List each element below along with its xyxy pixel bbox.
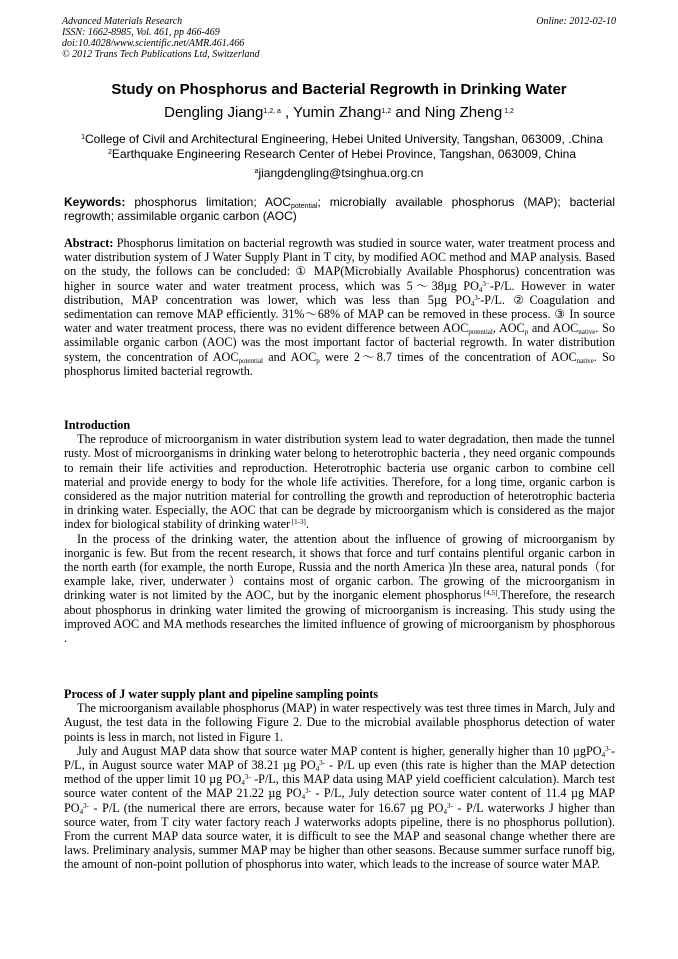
kw-text: phosphorus limitation; AOC: [125, 195, 291, 209]
sup: 3-: [305, 787, 311, 796]
sup: 3-: [83, 801, 89, 810]
para-text: - P/L waterworks J higher than source water, from T city water factory reach J waterworks adopts pipeline, there is no phosphorus pollution). From the current MAP data source water, it is difficult to see the MAP and seasonal change whether there are laws. Preliminary analysis, summer MAP may be higher than other seasons. Because summer surface runoff big, the amount of non-point pollution of phosphorus into water, which leads to the increase of source water MAP.: [64, 800, 615, 872]
abstract-text: . So phosphorus limited bacterial regrowth.: [64, 349, 616, 378]
journal-name: Advanced Materials Research: [62, 16, 183, 27]
email-mark: a: [254, 168, 259, 175]
affiliation-2: [58, 147, 626, 162]
author-separator: ,: [280, 104, 294, 121]
keywords: [64, 195, 615, 223]
keywords-label: Keywords:: [64, 195, 126, 209]
author-separator: and: [391, 104, 425, 121]
para-text: - P/L (the numerical there are errors, because water for 16.67 µg PO: [88, 800, 444, 815]
section-heading: Introduction: [64, 418, 131, 432]
sub: 4: [301, 793, 306, 802]
sup: 3-: [474, 293, 481, 302]
author-affil-mark: 1,2, a: [263, 108, 281, 115]
sub: p: [316, 356, 320, 365]
online-date: Online: 2012-02-10: [536, 16, 616, 27]
sup: 3−: [482, 279, 490, 288]
paragraph: [64, 744, 615, 872]
author-affil-mark: 1,2: [381, 108, 392, 115]
sub: 4: [79, 807, 84, 816]
affil-text: College of Civil and Architectural Engineering, Hebei United University, Tangshan, 063009, .China: [85, 132, 603, 146]
author-list: [40, 104, 638, 122]
paper-title: Study on Phosphorus and Bacterial Regrowth in Drinking Water: [111, 81, 567, 98]
sub: p: [524, 328, 529, 337]
sub: native: [576, 356, 594, 365]
section-heading: Process of J water supply plant and pipeline sampling points: [64, 687, 379, 701]
sup: 3-: [244, 773, 251, 782]
sub: 4: [601, 750, 606, 759]
abstract: [64, 236, 615, 378]
affil-mark: 1: [81, 134, 86, 141]
abstract-text: and AOC: [262, 349, 317, 364]
kw-sub: potential: [290, 203, 318, 210]
citation[interactable]: [1-3]: [290, 518, 306, 527]
para-text: .: [305, 517, 309, 532]
para-text: The reproduce of microorganism in water distribution system lead to water degradation, then made the tunnel rusty. Most of microorganisms in drinking water belong to heterotrophic bacteria , they need organic compounds to remain their life activities and reproduction. Heterotrophic bacteria use organic carbon to combine cell material and provide energy to body for the whole life activities. Therefore, for a long time, organic carbon is considered as the major nutrition material for controlling the growth and reproduction of heterotrophic bacteria in drinking water. Especially, the AOC that can be degrade by microorganism which is considered as the major index for biological stability of drinking water: [64, 432, 615, 532]
abstract-text: were 2～8.7 times of the concentration of AOC: [319, 349, 577, 364]
affil-text: Earthquake Engineering Research Center of Hebei Province, Tangshan, 063009, China: [111, 147, 576, 161]
sup: 3-: [605, 744, 611, 753]
affiliation-1: [58, 132, 626, 147]
para-text: July and August MAP data show that source water MAP content is higher, generally higher than 10 µgPO: [77, 743, 602, 758]
author-affil-mark: 1,2: [502, 108, 514, 115]
abstract-text: and AOC: [528, 321, 579, 336]
issn-line: ISSN: 1662-8985, Vol. 461, pp 466-469: [62, 27, 220, 38]
introduction-section: [64, 418, 615, 645]
sub: 4: [478, 285, 483, 294]
paragraph: [64, 532, 615, 646]
sub: 4: [443, 807, 447, 816]
abstract-text: . So assimilable organic carbon (AOC) was the most important factor of bacterial regrowth. In water distribution system, the concentration of AOC: [64, 321, 616, 364]
sub: native: [578, 328, 596, 337]
affil-mark: 2: [108, 149, 112, 156]
sub: 4: [315, 765, 320, 774]
citation[interactable]: [4,5]: [481, 589, 498, 598]
abstract-text: Phosphorus limitation on bacterial regrowth was studied in source water, water treatment process and water distribution system of J Water Supply Plant in T city, by modified AOC method and MAP analysis. Based on the study, the follows can be concluded: ① MAP(Microbially Available Phosphorus) concentration was higher in source water and water treatment process, which was 5～38µg PO: [64, 236, 615, 293]
author-name: Dengling Jiang: [164, 104, 264, 121]
copyright-line: © 2012 Trans Tech Publications Ltd, Switzerland: [62, 49, 260, 60]
para-text: - P/L up even (this rate is higher than the MAP detection method of the upper limit 10 µg PO: [64, 758, 616, 787]
affiliations: [58, 132, 626, 162]
author-name: Yumin Zhang: [293, 104, 382, 121]
doi-line[interactable]: doi:10.4028/www.scientific.net/AMR.461.466: [62, 38, 245, 49]
para-text: - P/L, July detection source water content of 11.4 µg MAP PO: [64, 786, 615, 815]
para-text: In the process of the drinking water, the attention about the influence of growing of microorganism by inorganic is few. But from the recent research, it shows that force and turf contains plentiful organic carbon in the north earth (for example, the north Europe, Russia and the north America )In these area, natural ponds（for example lake, river, underwater）contains most of organic carbon. The growing of the microorganism in drinking water is not limited by the AOC, but by the inorganic element phosphorus: [64, 531, 615, 603]
journal-header: [62, 16, 616, 60]
paragraph: [64, 432, 615, 531]
sub: 4: [470, 299, 475, 308]
paragraph: The microorganism available phosphorus (MAP) in water respectively was test three times in March, July and August, the test data in the following Figure 2. Due to the microbial available phosphorus detection of water points is less in march, not listed in Figure 1.: [64, 701, 615, 744]
abstract-label: Abstract:: [64, 236, 114, 250]
abstract-text: , AOC: [492, 321, 525, 336]
sub: potential: [238, 356, 263, 365]
sub: 4: [241, 779, 245, 788]
abstract-text: -P/L. ②Coagulation and sedimentation can remove MAP efficiently. 31%～68% of MAP can be removed in these process. ③ In source water and water treatment process, there was no evident difference between AOC: [64, 292, 616, 336]
kw-text: ; microbially available phosphorus (MAP); bacterial regrowth; assimilable organic carbon (AOC): [64, 195, 615, 223]
sub: potential: [468, 328, 493, 337]
abstract-text: -P/L. However in water distribution, MAP concentration was lower, which was less than 5µg PO: [64, 278, 615, 307]
sup: 3-: [319, 759, 326, 768]
para-text: .Therefore, the research about phosphorus in drinking water limited the growing of microorganism is increasing. This study using the improved AOC and MA methods researches the limited influence of growing of microorganism by phosphorous .: [64, 588, 615, 646]
sup: 3-: [446, 801, 453, 810]
process-section: [64, 687, 615, 872]
author-email[interactable]: [40, 166, 638, 181]
para-text: -P/L, this MAP data using MAP yield coefficient calculation). March test source water content of the MAP 21.22 µg PO: [64, 772, 615, 801]
author-name: Ning Zheng: [424, 104, 503, 121]
para-text: -P/L, in August source water MAP of 38.21 µg PO: [64, 743, 615, 773]
email-text[interactable]: jiangdengling@tsinghua.org.cn: [258, 166, 424, 180]
